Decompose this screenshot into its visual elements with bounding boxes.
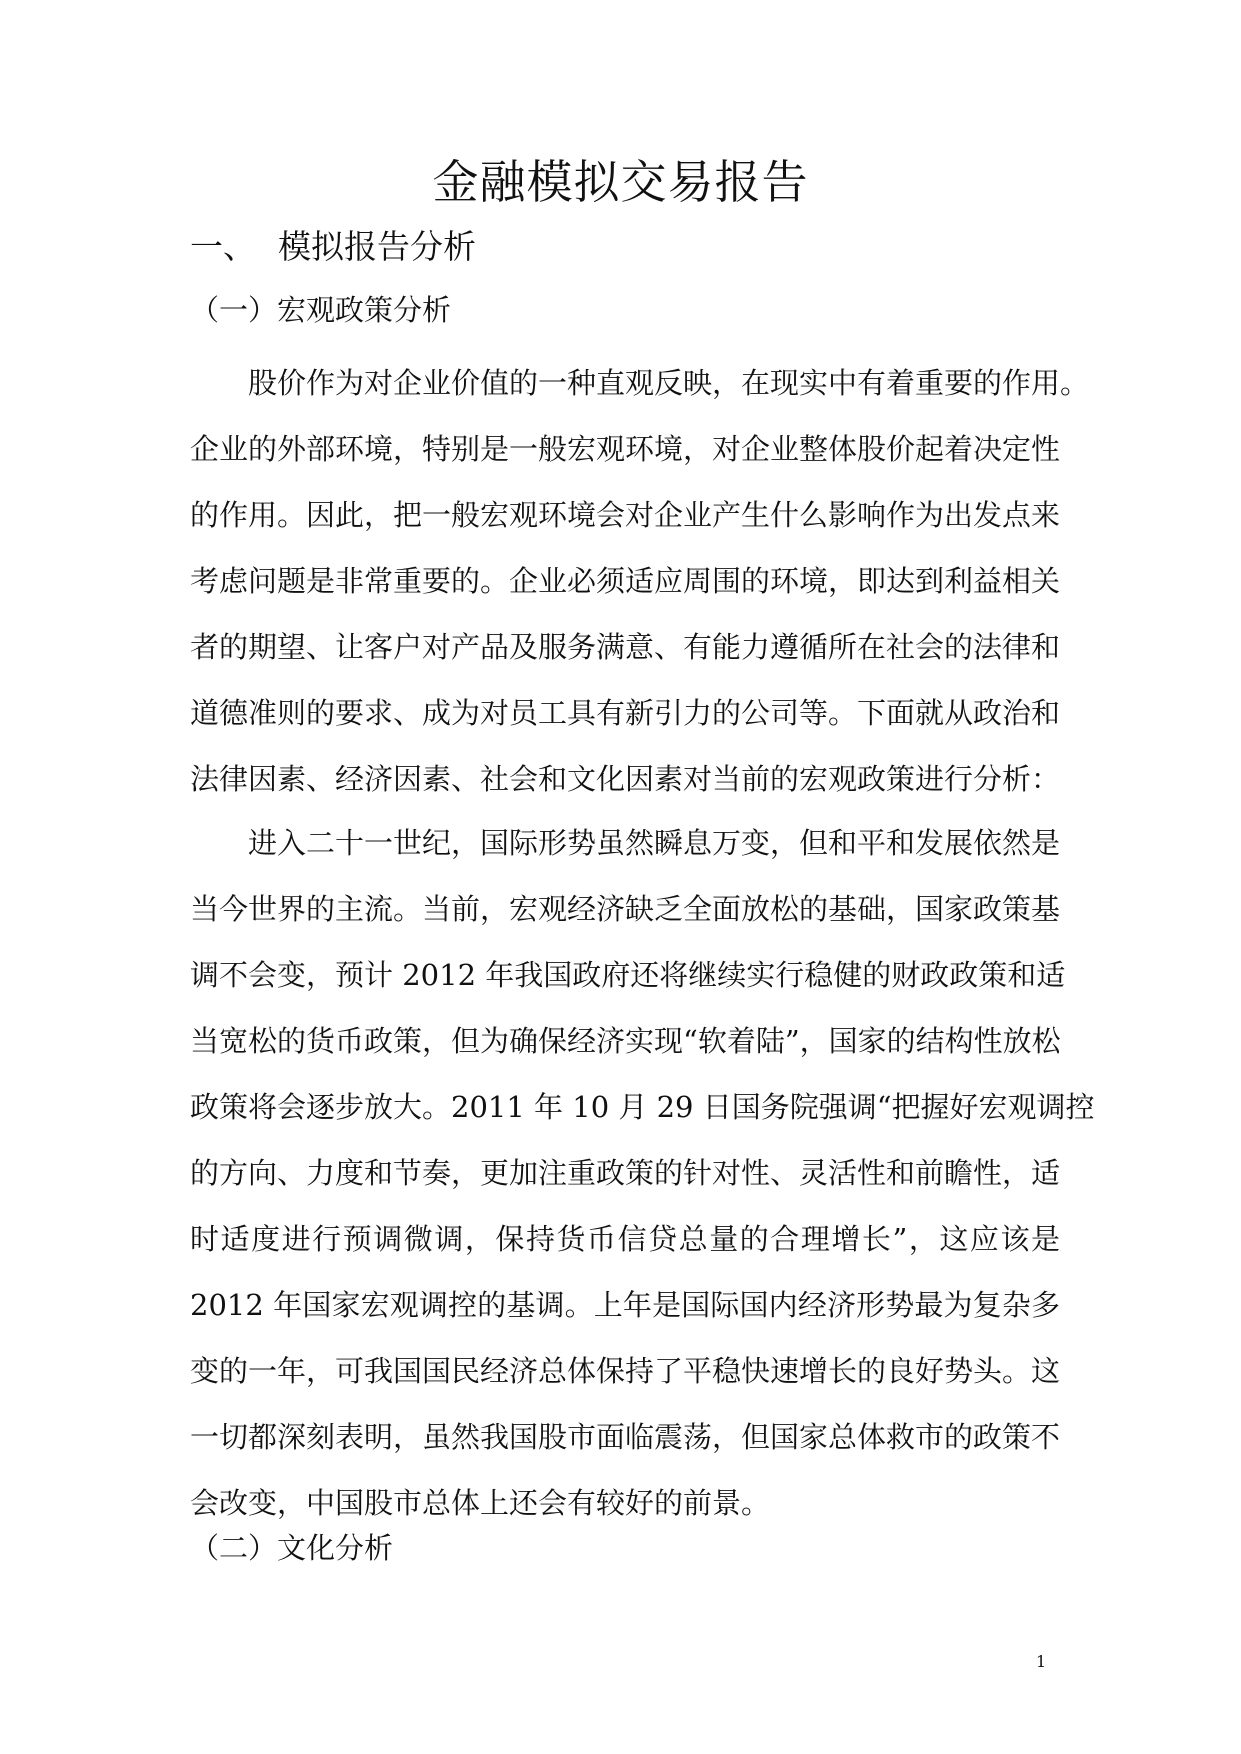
paragraph-line: 会改变，中国股市总体上还会有较好的前景。 (190, 1486, 771, 1520)
paragraph-line: 2012 年国家宏观调控的基调。上年是国际国内经济形势最为复杂多 (190, 1288, 1060, 1322)
subsection-heading-culture: （二）文化分析 (190, 1531, 394, 1565)
paragraph-macro-outlook (190, 810, 1095, 1536)
paragraph-line: 政策将会逐步放大。2011 年 10 月 29 日国务院强调“把握好宏观调控 (190, 1090, 1095, 1124)
paragraph-line: 考虑问题是非常重要的。企业必须适应周围的环境，即达到利益相关 (190, 564, 1061, 598)
paragraph-line: 时适度进行预调微调，保持货币信贷总量的合理增长”，这应该是 (190, 1222, 1060, 1256)
paragraph-line: 当今世界的主流。当前，宏观经济缺乏全面放松的基础，国家政策基 (190, 892, 1061, 926)
page-number: 1 (1036, 1652, 1047, 1671)
paragraph-line: 者的期望、让客户对产品及服务满意、有能力遵循所在社会的法律和 (190, 630, 1061, 664)
paragraph-line: 当宽松的货币政策，但为确保经济实现“软着陆”，国家的结构性放松 (190, 1024, 1061, 1058)
paragraph-line: 进入二十一世纪，国际形势虽然瞬息万变，但和平和发展依然是 (248, 826, 1061, 860)
paragraph-line: 的方向、力度和节奏，更加注重政策的针对性、灵活性和前瞻性，适 (190, 1156, 1061, 1190)
paragraph-line: 道德准则的要求、成为对员工具有新引力的公司等。下面就从政治和 (190, 696, 1061, 730)
paragraph-line: 股价作为对企业价值的一种直观反映，在现实中有着重要的作用。 (248, 366, 1090, 400)
paragraph-line: 调不会变，预计 2012 年我国政府还将继续实行稳健的财政政策和适 (190, 958, 1066, 992)
subsection-heading-macro-policy: （一）宏观政策分析 (190, 293, 452, 327)
section-number: 一、 (190, 227, 256, 266)
section-title: 模拟报告分析 (278, 227, 476, 266)
paragraph-line: 变的一年，可我国国民经济总体保持了平稳快速增长的良好势头。这 (190, 1354, 1061, 1388)
document-title: 金融模拟交易报告 (432, 155, 809, 209)
paragraph-line: 一切都深刻表明，虽然我国股市面临震荡，但国家总体救市的政策不 (190, 1420, 1061, 1454)
paragraph-line: 企业的外部环境，特别是一般宏观环境，对企业整体股价起着决定性 (190, 432, 1061, 466)
section-heading (190, 225, 476, 269)
paragraph-stock-price-environment (190, 350, 1090, 812)
paragraph-line: 法律因素、经济因素、社会和文化因素对当前的宏观政策进行分析： (190, 762, 1061, 796)
paragraph-line: 的作用。因此，把一般宏观环境会对企业产生什么影响作为出发点来 (190, 498, 1061, 532)
